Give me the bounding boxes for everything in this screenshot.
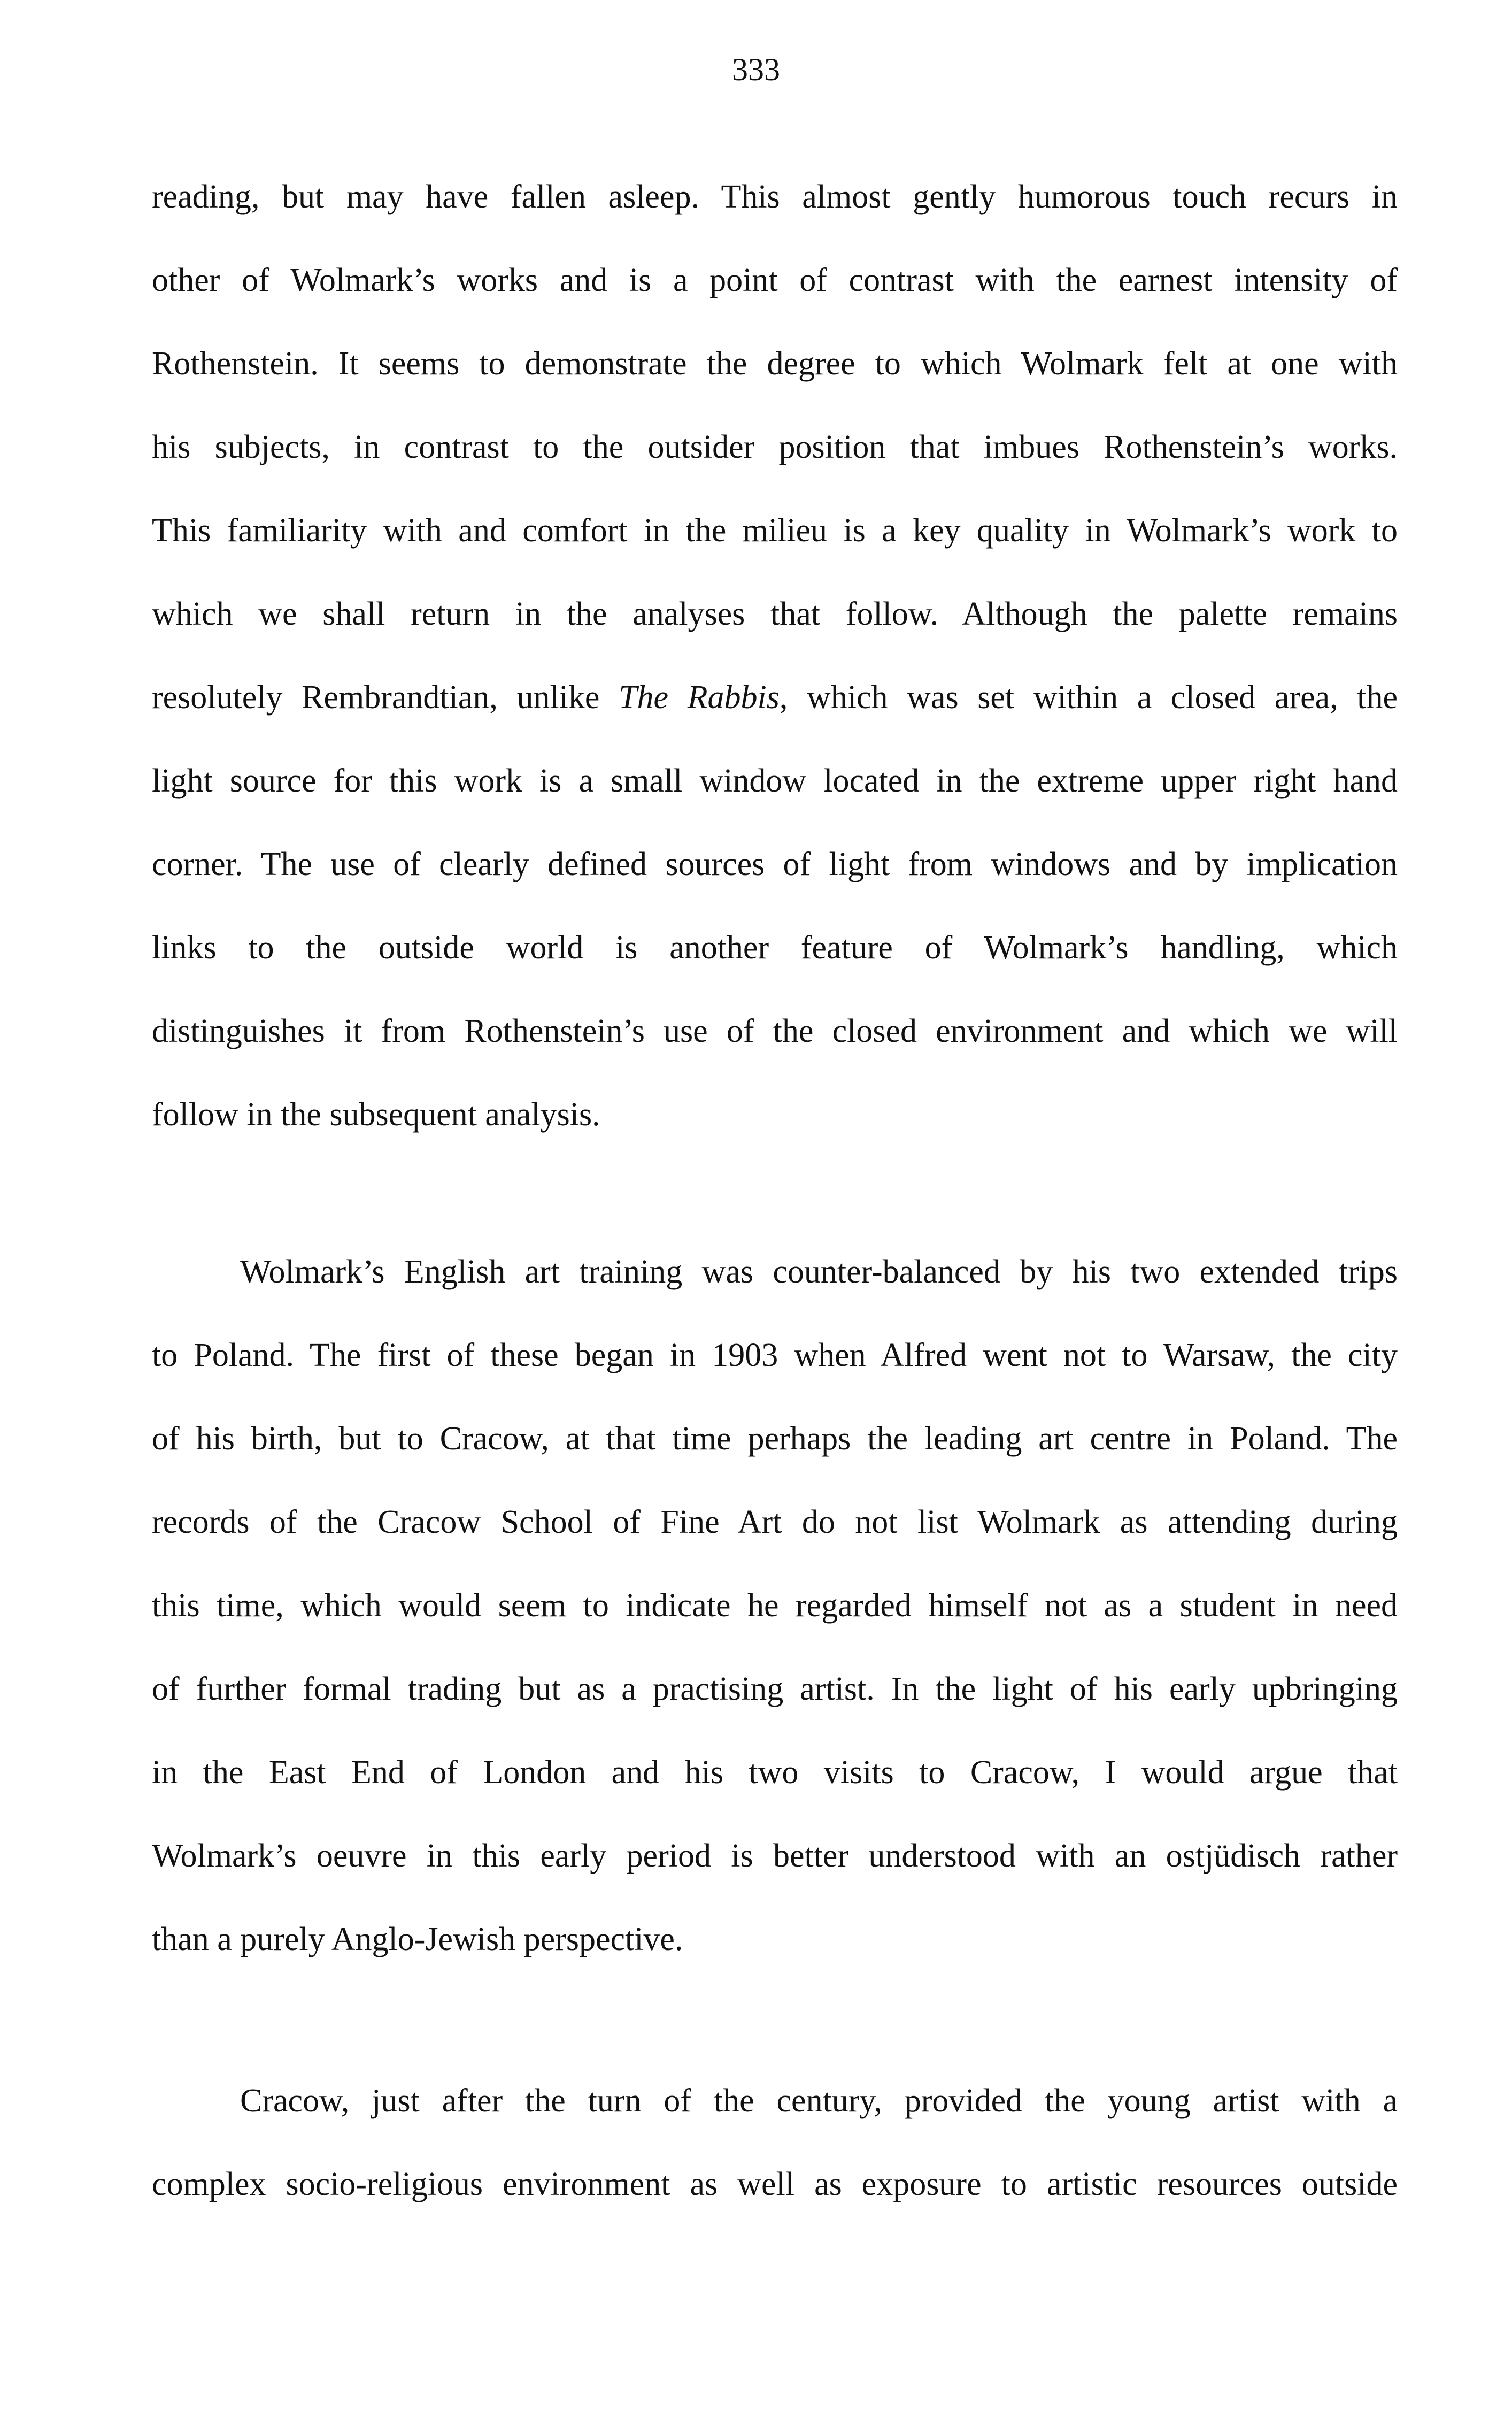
paragraph-2 [152, 1230, 1398, 1981]
text-line: of further formal trading but as a practising artist. In the light of his early upbringing [152, 1671, 1398, 1707]
text-line: light source for this work is a small window located in the extreme upper right hand [152, 763, 1398, 799]
text-line: which we shall return in the analyses that follow. Although the palette remains [152, 596, 1398, 632]
text-line: other of Wolmark’s works and is a point of contrast with the earnest intensity of [152, 262, 1398, 298]
text-line: complex socio-religious environment as well as exposure to artistic resources outside [152, 2166, 1398, 2202]
text-line: Wolmark’s oeuvre in this early period is better understood with an ostjüdisch rather [152, 1838, 1398, 1874]
artwork-title: The Rabbis [619, 679, 780, 716]
paragraph-3 [152, 2059, 1398, 2226]
text-line: Cracow, just after the turn of the century, provided the young artist with a [240, 2083, 1398, 2119]
text-line: than a purely Anglo-Jewish perspective. [152, 1921, 683, 1957]
text-line: distinguishes it from Rothenstein’s use of the closed environment and which we will [152, 1013, 1398, 1049]
text-line: links to the outside world is another feature of Wolmark’s handling, which [152, 930, 1398, 966]
text-line: Wolmark’s English art training was counter-balanced by his two extended trips [240, 1254, 1398, 1290]
text-segment: , which was set within a closed area, the [779, 679, 1398, 716]
text-segment: resolutely Rembrandtian, unlike [152, 679, 600, 716]
page-number: 333 [732, 52, 780, 87]
paragraph-1 [152, 155, 1398, 1156]
text-line: of his birth, but to Cracow, at that time perhaps the leading art centre in Poland. The [152, 1421, 1398, 1457]
text-line: reading, but may have fallen asleep. This almost gently humorous touch recurs in [152, 179, 1398, 215]
text-line: follow in the subsequent analysis. [152, 1096, 600, 1133]
text-line: corner. The use of clearly defined sources of light from windows and by implication [152, 846, 1398, 882]
text-line-with-title [152, 656, 1398, 739]
text-line: in the East End of London and his two visits to Cracow, I would argue that [152, 1754, 1398, 1791]
text-line: this time, which would seem to indicate he regarded himself not as a student in need [152, 1587, 1398, 1624]
text-line: This familiarity with and comfort in the milieu is a key quality in Wolmark’s work to [152, 512, 1398, 549]
text-line: Rothenstein. It seems to demonstrate the degree to which Wolmark felt at one with [152, 345, 1398, 382]
text-line: to Poland. The first of these began in 1903 when Alfred went not to Warsaw, the city [152, 1337, 1398, 1373]
text-line: his subjects, in contrast to the outsider position that imbues Rothenstein’s works. [152, 429, 1398, 465]
text-line: records of the Cracow School of Fine Art do not list Wolmark as attending during [152, 1504, 1398, 1540]
